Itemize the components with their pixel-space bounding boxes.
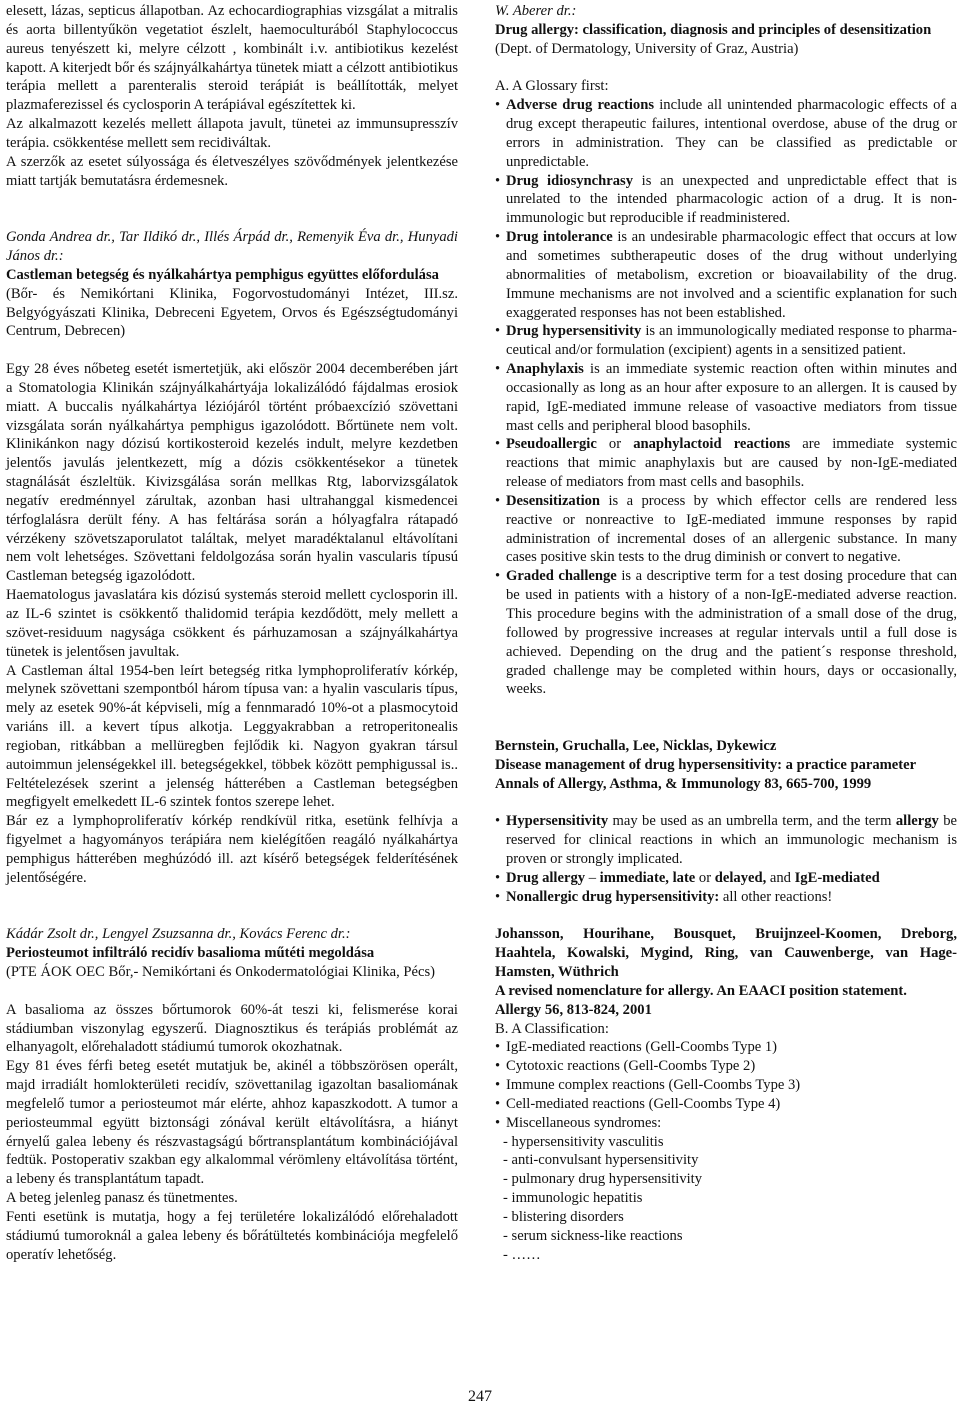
- reference-journal: Annals of Allergy, Asthma, & Immunology 83, 665-700, 1999: [495, 775, 872, 792]
- classification-list: [495, 1038, 957, 1132]
- article-title: Drug allergy: classification, diagnosis and principles of desensitization: [495, 21, 932, 38]
- article-para: A beteg jelenleg panasz és tünetmentes.: [6, 1190, 238, 1207]
- reference-authors: Bernstein, Gruchalla, Lee, Nicklas, Dykewicz: [495, 737, 777, 754]
- article-para: Haematologus javaslatára kis dózisú systemás steroid mellett cyclosporin ill. az IL-6 szintet is csökkentő thalidomid terápia kezdődött, mely mellett a szövet-residuum nagysága csökkent és párhuzamosan a szájnyálkahártya tünetek is jelentősen javultak.: [6, 587, 458, 660]
- list-item: - anti-convulsant hypersensitivity: [495, 1151, 957, 1170]
- list-item: • IgE-mediated reactions (Gell-Coombs Type 1): [495, 1038, 957, 1057]
- intro-para: Az alkalmazott kezelés mellett állapota javult, tünetei az immunsupresszív terápia. csökkentése mellett sem recidiváltak.: [6, 116, 458, 151]
- list-item: • Desensitization is a process by which effector cells are rendered less reactive or nonreactive to IgE-mediated immune responses by rapid administration of incremental doses of an allergenic substance. In many cases positive skin tests to the drug diminish or convert to negative.: [495, 492, 957, 567]
- list-item: • Nonallergic drug hypersensitivity: all other reactions!: [495, 888, 957, 907]
- list-item: • Drug idiosynchrasy is an unexpected and unpredictable effect that is unrelated to the intended pharmacologic action of a drug. It is non-immunologic but reproducible if readministered.: [495, 172, 957, 229]
- definition-list: [495, 812, 957, 906]
- list-item: - immunologic hepatitis: [495, 1189, 957, 1208]
- intro-para: A szerzők az esetet súlyossága és életveszélyes szövődmények jelentkezése miatt tartják bemutatásra érdemesnek.: [6, 153, 458, 189]
- article-affiliation: (Dept. of Dermatology, University of Graz, Austria): [495, 40, 799, 57]
- list-item: • Cytotoxic reactions (Gell-Coombs Type 2): [495, 1057, 957, 1076]
- article-authors: Gonda Andrea dr., Tar Ildikó dr., Illés Árpád dr., Remenyik Éva dr., Hunyadi János dr.:: [6, 229, 458, 264]
- article-para: Egy 81 éves férfi beteg esetét mutatjuk be, akinél a többszörösen operált, majd irradiált homlokterületi recidív, szövettanilag igazoltan basaliomának megfelelő tumor a periosteumot már elérte, ahhoz kapaszkodott. A tumor a periosteummal együtt biztonsági zónával került eltávolításra, a hiányt érnyelű galea lebeny és részvastagságú bőrtransplantátum kombinációjával fedtük. Postoperativ szakban egy alkalommal vérömleny eltávolítása történt, a lebeny és transplantátum tapadt.: [6, 1058, 458, 1188]
- list-item: • Pseudoallergic or anaphylactoid reactions are immediate systemic reactions that mimic anaphylaxis but are caused by non-IgE-mediated release of mediators from mast cells and basophils.: [495, 435, 957, 492]
- article-affiliation: (PTE ÁOK OEC Bőr,- Nemikórtani és Onkodermatológiai Klinika, Pécs): [6, 964, 436, 981]
- article-para: A Castleman által 1954-ben leírt betegség ritka lymphoproliferatív kórkép, melynek szövettani szempontból három típusa van: a hyalin vascularis típus, mely az esetek 90%-át képviseli, míg a fennmaradó 10%-ot a plasmocytoid variáns ill. a kevert típus alkotja. Leggyakrabban a retroperitonealis regioban, ritkábban a mellüregben fejlődik ki. Nagyon gyakran társul autoimmun jelenségekkel ill. betegségekkel, többek között pemphigussal is.. Feltételezések szerint a jelenség hátterében a Castleman betegségben megfigyelt emelkedett IL-6 szintek fontos szerepe lehet.: [6, 662, 458, 811]
- list-item: • Drug allergy – immediate, late or delayed, and IgE-mediated: [495, 869, 957, 888]
- list-item: • Cell-mediated reactions (Gell-Coombs Type 4): [495, 1095, 957, 1114]
- list-item: - blistering disorders: [495, 1208, 957, 1227]
- list-item: • Adverse drug reactions include all unintended pharmacologic effects of a drug except therapeutic failures, intentional overdose, abuse of the drug or errors in administration. They can be classified as predictable or unpredictable.: [495, 96, 957, 171]
- article-para: A basalioma az összes bőrtumorok 60%-át teszi ki, felismerése korai stádiumban viszonylag egyszerű. Diagnosztikus és terápiás problémát az elhanyagolt, előrehaladott stádiumú tumorok okozhatnak.: [6, 1001, 458, 1056]
- right-column: [495, 2, 957, 1265]
- classification-heading: B. A Classification:: [495, 1020, 609, 1037]
- list-item: • Miscellaneous syndromes:: [495, 1114, 957, 1133]
- article-para: Bár ez a lymphoproliferatív kórkép rendkívül ritka, esetünk felhívja a figyelmet a hagyományos terápiára nem kielégítően reagáló nyálkahártya pemphigus hátterében meghúzódó ill. azt kísérő betegségek felderítésének jelentőségére.: [6, 813, 458, 886]
- article-authors: W. Aberer dr.:: [495, 3, 577, 19]
- page-number: 247: [468, 1388, 492, 1405]
- reference-authors: Johansson, Hourihane, Bousquet, Bruijnzeel-Koomen, Dreborg, Haahtela, Kowalski, Mygind, Ring, van Cauwenberge, van Hage-Hamsten, Wüthrich: [495, 926, 957, 981]
- article-para: Egy 28 éves nőbeteg esetét ismertetjük, aki először 2004 decemberében járt a Stomatologia Klinikán szájnyálkahártyája lokalizálódó fájdalmas erosiok miatt. A buccalis nyálkahártya léziójáról történt próbaexcízió szövettani vizsgálata során nyálkahártya pemphigus igazolódott. Bőrtünete nem volt. Klinikánkon nagy dózisú kortikosteroid kezelés indult, melyre kezdetben jelentős javulás jelentkezett, míg a dózis csökkentésekor a tünetek stagnálását észleltük. Kivizsgálása során mellkas Rtg, laborvizsgálatok negatív eredménnyel zárultak, azonban hasi ultrahanggal kismedencei térfoglalásra derült fény. A has feltárása során a hólyagfalra rátapadó vérzékeny szövetszaporulatot találtak, melyet maradéktalanul eltávolítani nem volt lehetséges. Szövettani feldolgozása során hyalin vascularis típusú Castleman betegség igazolódott.: [6, 361, 458, 585]
- list-item: • Immune complex reactions (Gell-Coombs Type 3): [495, 1076, 957, 1095]
- reference-title: Disease management of drug hypersensitivity: a practice parameter: [495, 756, 917, 773]
- list-item: • Drug intolerance is an undesirable pharmacologic effect that occurs at low and sometimes subtherapeutic doses of the drug without underlying abnormalities of metabolism, excretion or bioavailability of the drug. Immune mechanisms are not involved and a scientific explanation for such exaggerated responses has not been established.: [495, 228, 957, 322]
- list-item: - pulmonary drug hypersensitivity: [495, 1170, 957, 1189]
- list-item: • Drug hypersensitivity is an immunologically mediated response to pharma-ceutical and/or formulation (excipient) agents in a sensitized patient.: [495, 322, 957, 360]
- list-item: - serum sickness-like reactions: [495, 1227, 957, 1246]
- syndrome-list: [495, 1133, 957, 1265]
- list-item: - ……: [495, 1246, 957, 1265]
- list-item: • Anaphylaxis is an immediate systemic reaction often within minutes and occasionally as long as an hour after exposure to an allergen. It is caused by rapid, IgE-mediated immune release of vasoactive mediators from tissue mast cells and peripheral blood basophils.: [495, 360, 957, 435]
- list-item: - hypersensitivity vasculitis: [495, 1133, 957, 1152]
- article-authors: Kádár Zsolt dr., Lengyel Zsuzsanna dr., Kovács Ferenc dr.:: [6, 926, 351, 943]
- list-item: • Graded challenge is a descriptive term for a test dosing procedure that can be used in patients with a history of a non-IgE-mediated adverse reaction. This procedure begins with the administration of a small dose of the drug, followed by progressive increases at regular intervals until a full dose is achieved. Depending on the drug and the patient´s response threshold, graded challenge may be completed within hours, days or occasionally, weeks.: [495, 567, 957, 699]
- article-affiliation: (Bőr- és Nemikórtani Klinika, Fogorvostudományi Intézet, III.sz. Belgyógyászati Klinika, Debreceni Egyetem, Orvos és Egészségtudományi Centrum, Debrecen): [6, 285, 458, 340]
- glossary-heading: A. A Glossary first:: [495, 78, 609, 95]
- list-item: • Hypersensitivity may be used as an umbrella term, and the term allergy be reserved for clinical reactions in which an immunologic mechanism is proven or strongly implicated.: [495, 812, 957, 869]
- left-column: [6, 2, 458, 1265]
- glossary-list: [495, 96, 957, 699]
- article-para: Fenti esetünk is mutatja, hogy a fej területére lokalizálódó előrehaladott stádiumú tumoroknál a galea lebeny és bőrátültetés kombinációja megfelelő operatív lehetőség.: [6, 1209, 458, 1263]
- reference-title: A revised nomenclature for allergy. An EAACI position statement.: [495, 982, 907, 999]
- intro-para: elesett, lázas, septicus állapotban. Az echocardiographias vizsgálat a mitralis és aorta billentyűkön vegetatiot észlelt, haemoculturából Staphylococcus aureus tenyészett ki, melyre célzott , kombinált i.v. antibiotikus kezelést kapott. A kiterjedt bőr és szájnyálkahártya tünetek miatt a célzott antibiotikus terápia mellett a parenteralis steroid terápiát is beállították, melyet plazmaferezissel és cyclosporin A terápiával egészítettek ki.: [6, 3, 458, 114]
- article-title: Periosteumot infiltráló recidív basalioma műtéti megoldása: [6, 945, 375, 962]
- article-title: Castleman betegség és nyálkahártya pemphigus együttes előfordulása: [6, 266, 439, 283]
- reference-journal: Allergy 56, 813-824, 2001: [495, 1001, 652, 1018]
